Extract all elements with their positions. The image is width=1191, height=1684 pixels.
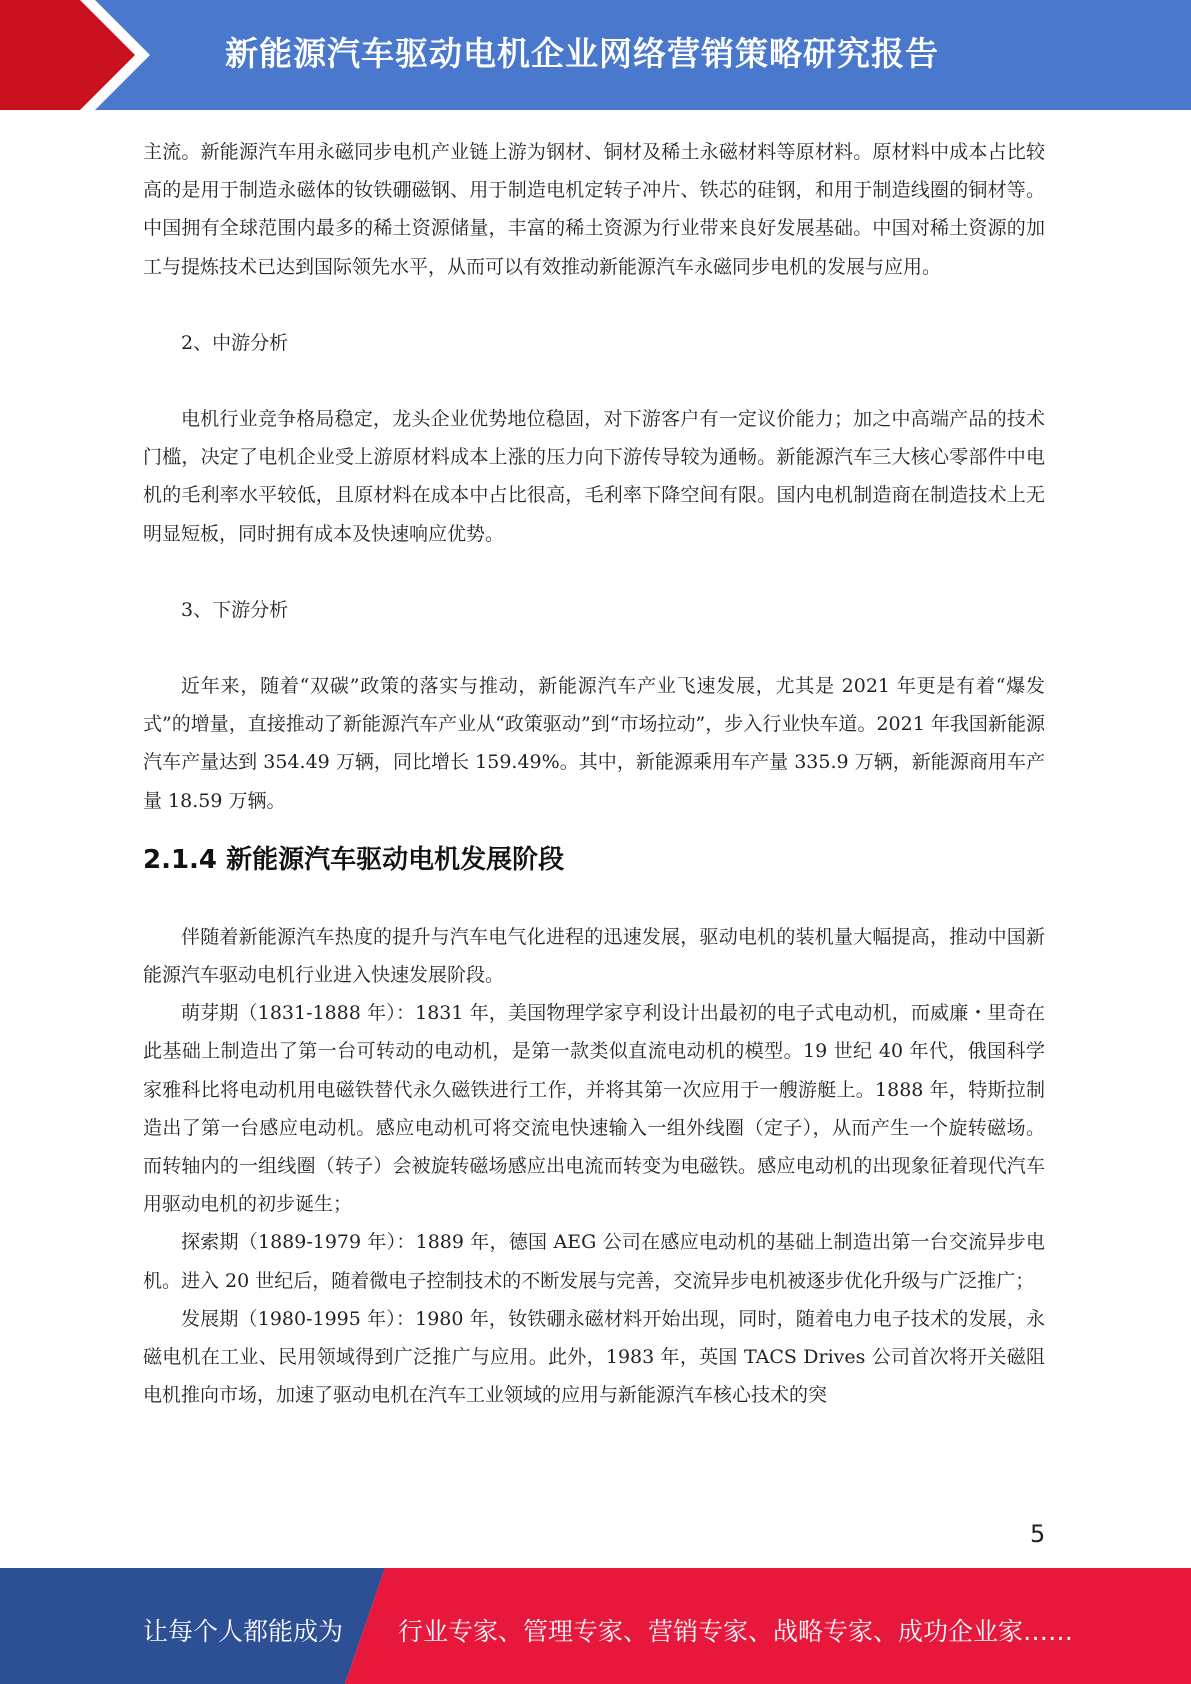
subsection-midstream: 2、中游分析 xyxy=(181,331,289,354)
footer-slogan-left: 让每个人都能成为 xyxy=(143,1617,344,1646)
page-content xyxy=(143,133,1045,1414)
header-arrow-decoration xyxy=(0,0,150,110)
paragraph-development: 发展期（1980-1995 年）：1980 年，钕铁硼永磁材料开始出现，同时，随着电力电子技术的发展，永磁电机在工业、民用领域得到广泛推广与应用。此外，1983 年，英国 TACS Drives 公司首次将开关磁阻电机推向市场，加速了驱动电机在汽车工业领域的应用与新能源汽车核心技术的突 xyxy=(143,1307,1045,1407)
page-header xyxy=(0,0,1191,110)
paragraph-downstream: 近年来，随着“双碳”政策的落实与推动，新能源汽车产业飞速发展，尤其是 2021 年更是有着“爆发式”的增量，直接推动了新能源汽车产业从“政策驱动”到“市场拉动”，步入行业快车道。2021 年我国新能源汽车产量达到 354.49 万辆，同比增长 159.49%。其中，新能源乘用车产量 335.9 万辆，新能源商用车产量 18.59 万辆。 xyxy=(143,675,1045,812)
footer-slogan-right: 行业专家、管理专家、营销专家、战略专家、成功企业家…… xyxy=(398,1617,1074,1646)
paragraph-intro: 伴随着新能源汽车热度的提升与汽车电气化进程的迅速发展，驱动电机的装机量大幅提高，推动中国新能源汽车驱动电机行业进入快速发展阶段。 xyxy=(143,925,1045,987)
paragraph-exploration: 探索期（1889-1979 年）：1889 年，德国 AEG 公司在感应电动机的基础上制造出第一台交流异步电机。进入 20 世纪后，随着微电子控制技术的不断发展与完善，交流异步电机被逐步优化升级与广泛推广； xyxy=(143,1231,1045,1292)
paragraph-upstream: 主流。新能源汽车用永磁同步电机产业链上游为钢材、铜材及稀土永磁材料等原材料。原材料中成本占比较高的是用于制造永磁体的钕铁硼磁钢、用于制造电机定转子冲片、铁芯的硅钢，和用于制造线圈的铜材等。中国拥有全球范围内最多的稀土资源储量，丰富的稀土资源为行业带来良好发展基础。中国对稀土资源的加工与提炼技术已达到国际领先水平，从而可以有效推动新能源汽车永磁同步电机的发展与应用。 xyxy=(143,141,1045,278)
paragraph-sprouting: 萌芽期（1831-1888 年）：1831 年，美国物理学家亨利设计出最初的电子式电动机，而威廉・里奇在此基础上制造出了第一台可转动的电动机，是第一款类似直流电动机的模型。19 世纪 40 年代，俄国科学家雅科比将电动机用电磁铁替代永久磁铁进行工作，并将其第一次应用于一艘游艇上。1888 年，特斯拉制造出了第一台感应电动机。感应电动机可将交流电快速输入一组外线圈（定子），从而产生一个旋转磁场。而转轴内的一组线圈（转子）会被旋转磁场感应出电流而转变为电磁铁。感应电动机的出现象征着现代汽车用驱动电机的初步诞生； xyxy=(143,1002,1045,1216)
page-number: 5 xyxy=(1030,1520,1046,1548)
section-heading: 2.1.4 新能源汽车驱动电机发展阶段 xyxy=(143,844,565,875)
paragraph-midstream: 电机行业竞争格局稳定，龙头企业优势地位稳固，对下游客户有一定议价能力；加之中高端产品的技术门槛，决定了电机企业受上游原材料成本上涨的压力向下游传导较为通畅。新能源汽车三大核心零部件中电机的毛利率水平较低，且原材料在成本中占比很高，毛利率下降空间有限。国内电机制造商在制造技术上无明显短板，同时拥有成本及快速响应优势。 xyxy=(143,408,1045,545)
subsection-downstream: 3、下游分析 xyxy=(181,598,289,621)
report-title: 新能源汽车驱动电机企业网络营销策略研究报告 xyxy=(225,34,939,73)
